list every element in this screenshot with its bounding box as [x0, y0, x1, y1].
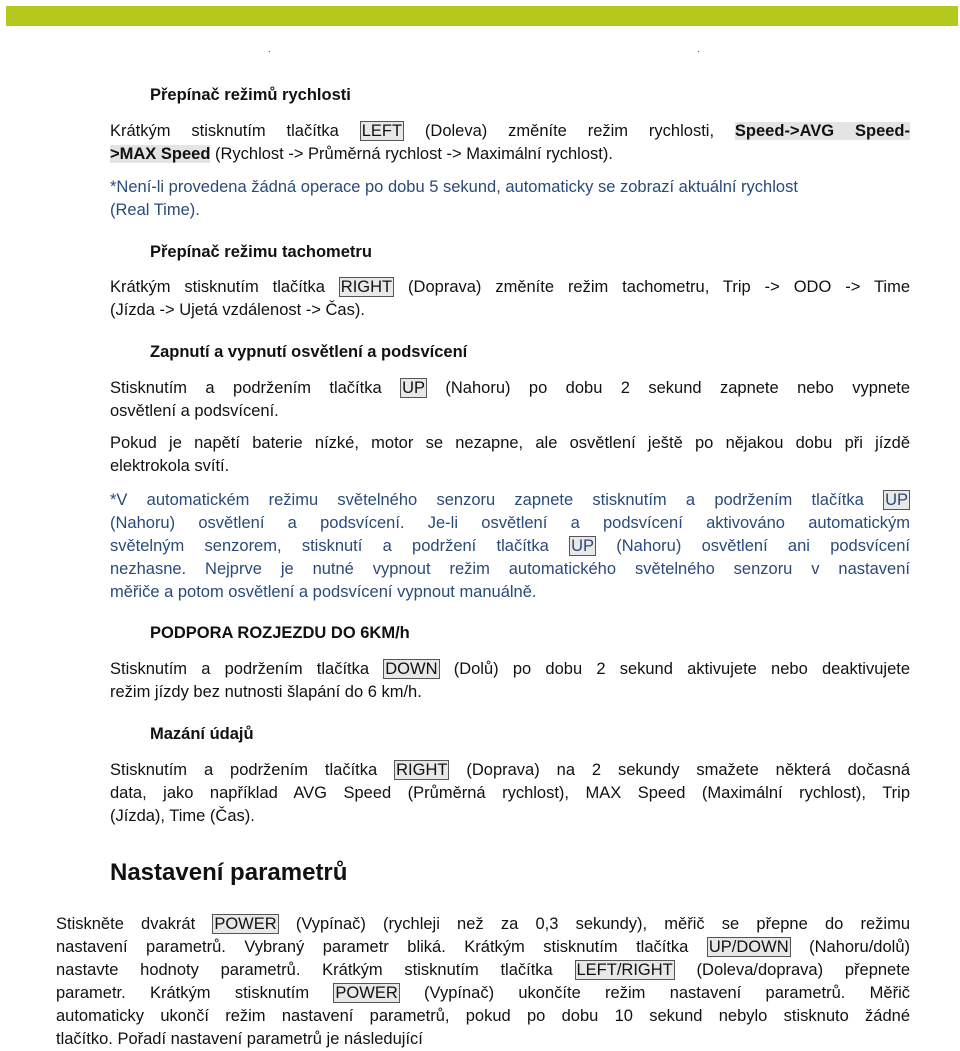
right-button-label: RIGHT — [396, 761, 448, 779]
text: Stisknutím a podržením tlačítka — [110, 761, 395, 779]
text: světelným senzorem, stisknutí a podržení tlačítka — [110, 537, 570, 555]
settings-heading: Nastavení parametrů — [110, 859, 348, 886]
text: (Doleva) změníte režim rychlosti, — [404, 122, 735, 140]
text: elektrokola svítí. — [110, 457, 230, 475]
text: nastavte hodnoty parametrů. Krátkým stisknutím tlačítka — [56, 961, 575, 979]
left-button-label: LEFT — [361, 122, 403, 140]
up-button-label: UP — [402, 379, 425, 397]
lights-paragraph-2 — [110, 432, 910, 478]
text: (Doprava) na 2 sekundy smažete některá dočasná — [449, 761, 910, 779]
speed-mode-paragraph — [110, 120, 910, 166]
up-button-label: UP — [885, 491, 908, 509]
text: (Nahoru) osvětlení ani podsvícení — [595, 537, 910, 555]
text: nezhasne. Nejprve je nutné vypnout režim automatického světelného senzoru v nastavení — [110, 560, 910, 578]
settings-paragraph — [56, 913, 910, 1051]
text: (Dolů) po dobu 2 sekund aktivujete nebo deaktivujete — [439, 660, 911, 678]
text: (Jízda -> Ujetá vzdálenost -> Čas). — [110, 301, 365, 319]
note-line: (Real Time). — [110, 201, 200, 219]
power-button-label: POWER — [214, 915, 277, 933]
speed-mode-sequence-cont: >MAX Speed — [110, 145, 211, 163]
speed-mode-note — [110, 176, 910, 222]
lights-paragraph-1 — [110, 377, 910, 423]
header-accent-bar — [6, 6, 958, 26]
text: Stisknutím a podržením tlačítka — [110, 660, 384, 678]
tachometer-paragraph — [110, 276, 910, 322]
tachometer-heading: Přepínač režimu tachometru — [150, 243, 372, 261]
text: tlačítko. Pořadí nastavení parametrů je následující — [56, 1030, 423, 1048]
text: (Nahoru) po dobu 2 sekund zapnete nebo vypnete — [426, 379, 911, 397]
text: *V automatickém režimu světelného senzoru zapnete stisknutím a podržením tlačítka — [110, 491, 884, 509]
header-dot-left: . — [268, 44, 271, 55]
header-dot-right: . — [697, 44, 700, 55]
text: Pokud je napětí baterie nízké, motor se nezapne, ale osvětlení ještě po nějakou dobu při jízdě — [110, 434, 910, 452]
speed-mode-heading: Přepínač režimů rychlosti — [150, 86, 351, 104]
text: režim jízdy bez nutnosti šlapání do 6 km/h. — [110, 683, 422, 701]
walk-assist-heading: PODPORA ROZJEZDU DO 6KM/h — [150, 624, 410, 642]
text: (Doleva/doprava) přepnete — [674, 961, 910, 979]
clear-data-heading: Mazání údajů — [150, 725, 254, 743]
text: (Jízda), Time (Čas). — [110, 807, 255, 825]
text: nastavení parametrů. Vybraný parametr bliká. Krátkým stisknutím tlačítka — [56, 938, 707, 956]
up-button-label: UP — [571, 537, 594, 555]
text: Stiskněte dvakrát — [56, 915, 213, 933]
right-button-label: RIGHT — [340, 278, 393, 296]
lights-auto-note — [110, 489, 910, 604]
text: automaticky ukončí režim nastavení parametrů, pokud po dobu 10 sekund nebylo stisknuto žádné — [56, 1007, 910, 1025]
power-button-label: POWER — [335, 984, 398, 1002]
text: parametr. Krátkým stisknutím — [56, 984, 334, 1002]
text: (Vypínač) ukončíte režim nastavení parametrů. Měřič — [399, 984, 910, 1002]
text: Stisknutím a podržením tlačítka — [110, 379, 401, 397]
text: (Vypínač) (rychleji než za 0,3 sekundy), měřič se přepne do režimu — [278, 915, 910, 933]
text: (Nahoru/dolů) — [790, 938, 910, 956]
clear-data-paragraph — [110, 759, 910, 828]
up-down-button-label: UP/DOWN — [708, 938, 789, 956]
speed-mode-sequence: Speed->AVG Speed- — [734, 122, 910, 140]
text: osvětlení a podsvícení. — [110, 402, 279, 420]
walk-assist-paragraph — [110, 658, 910, 704]
note-line: *Není-li provedena žádná operace po dobu 5 sekund, automaticky se zobrazí aktuální rychlost — [110, 178, 798, 196]
text: (Nahoru) osvětlení a podsvícení. Je-li osvětlení a podsvícení aktivováno automatickým — [110, 514, 910, 532]
text: (Rychlost -> Průměrná rychlost -> Maximální rychlost). — [210, 145, 613, 163]
text: (Doprava) změníte režim tachometru, Trip -> ODO -> Time — [394, 278, 910, 296]
text: Krátkým stisknutím tlačítka — [110, 278, 339, 296]
text: Krátkým stisknutím tlačítka — [110, 122, 360, 140]
left-right-button-label: LEFT/RIGHT — [576, 961, 673, 979]
lights-heading: Zapnutí a vypnutí osvětlení a podsvícení — [150, 343, 468, 361]
down-button-label: DOWN — [385, 660, 438, 678]
text: data, jako například AVG Speed (Průměrná rychlost), MAX Speed (Maximální rychlost), Trip — [110, 784, 910, 802]
text: měřiče a potom osvětlení a podsvícení vypnout manuálně. — [110, 583, 537, 601]
